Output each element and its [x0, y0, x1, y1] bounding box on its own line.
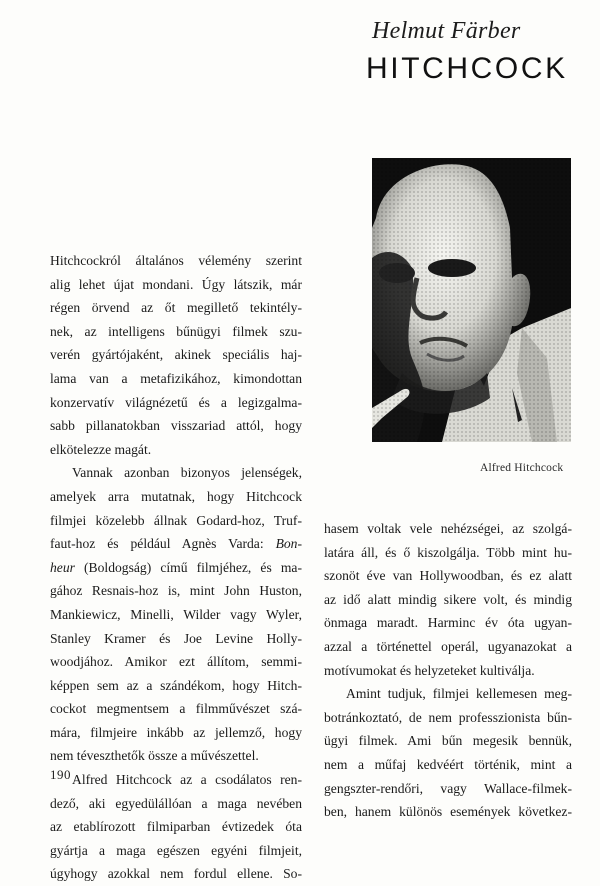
text-line: azzal a történettel operál, ugyanazokat a	[324, 638, 572, 654]
article-title: HITCHCOCK	[366, 52, 568, 85]
portrait-image-icon	[372, 158, 571, 442]
paragraph-4	[324, 517, 572, 682]
text-line: gengszter-rendőri, vagy Wallace-filmek-	[324, 780, 572, 796]
text-line: Alfred Hitchcock az a csodálatos ren-	[72, 772, 302, 788]
text-line: ben, hanem különös események következ-	[324, 804, 572, 820]
text-line: szonöt éve van Hollywoodban, és ez alatt	[324, 568, 572, 584]
text-line: mára, filmjeire inkább az jellemző, hogy	[50, 724, 302, 740]
paragraph-5	[324, 682, 572, 824]
text-line: képpen sem az a szándékom, hogy Hitch-	[50, 677, 302, 693]
text-line: régen örvend az őt megillető tekintély-	[50, 300, 302, 316]
text-line: az idő alatt mindig sikere volt, és mindig	[324, 591, 572, 607]
paragraph-2	[50, 461, 302, 768]
text-line: úgyhogy azokkal nem fordul ellene. So-	[50, 866, 302, 882]
text-line: amelyek arra mutatnak, hogy Hitchcock	[50, 488, 302, 504]
text-line: Stanley Kramer és Joe Levine Holly-	[50, 630, 302, 646]
text-line: gyártja a maga egészen egyéni filmjeit,	[50, 842, 302, 858]
text-line: ügyi filmek. Ami bűn megesik bennük,	[324, 733, 572, 749]
text-line: filmjei közelebb állnak Godard-hoz, Truf-	[50, 512, 302, 528]
text-line: cockot megmentsem a filmművészet szá-	[50, 701, 302, 717]
text-line	[50, 532, 302, 556]
text-line: az etablírozott filmiparban évtizedek óta	[50, 819, 302, 835]
text-line: verén gyártójaként, akinek speciális haj-	[50, 347, 302, 363]
text-line: Vannak azonban bizonyos jelenségek,	[72, 465, 302, 481]
text-fragment: faut-hoz és például Agnès Varda:	[50, 536, 276, 552]
paragraph-3	[50, 768, 302, 886]
text-line: heur (Boldogság) című filmjéhez, és ma-	[50, 559, 302, 575]
italic-film-title: Bon-	[275, 536, 302, 552]
portrait-photo	[372, 158, 571, 442]
text-line: Mankiewicz, Minelli, Wilder vagy Wyler,	[50, 606, 302, 622]
page-number: 190	[50, 767, 71, 782]
paragraph-1	[50, 249, 302, 461]
text-line: motívumokat és helyzeteket kultiválja.	[324, 662, 535, 678]
text-line: botránkoztató, de nem professzionista bűn-	[324, 709, 572, 725]
photo-caption: Alfred Hitchcock	[480, 462, 564, 474]
text-line: Hitchcockról általános vélemény szerint	[50, 253, 302, 268]
text-line: alig lehet újat mondani. Úgy látszik, már	[50, 276, 302, 292]
text-line: nek, az intelligens bűnügyi filmek szu-	[50, 323, 302, 339]
text-line: hasem voltak vele nehézségei, az szolgá-	[324, 521, 572, 536]
author-name: Helmut Färber	[372, 18, 521, 44]
text-line: nem téveszthetők össze a művészettel.	[50, 748, 259, 764]
text-line: woodjához. Amikor ezt állítom, semmi-	[50, 654, 302, 670]
text-line: latára áll, és ő kiszolgálja. Több mint hu-	[324, 544, 572, 560]
text-line: sabb pillanatokban visszariad attól, hogy	[50, 418, 302, 434]
text-line: lama van a metafizikához, kimondottan	[50, 370, 302, 386]
text-line: dező, aki egyedülállóan a maga nevében	[50, 795, 302, 811]
text-line: konzervatív világnézetű és a legizgalma-	[50, 394, 302, 410]
text-line: elkötelezze magát.	[50, 441, 152, 457]
text-line: Amint tudjuk, filmjei kellemesen meg-	[346, 686, 572, 702]
italic-film-title: heur	[50, 559, 75, 575]
text-line: gához Resnais-hoz is, mint John Huston,	[50, 583, 302, 599]
text-line: nem a műfaj kedvéért történik, mint a	[324, 756, 572, 772]
left-column	[50, 249, 302, 886]
right-column	[324, 517, 572, 824]
text-line: önmaga maradt. Harminc év óta ugyan-	[324, 615, 572, 631]
